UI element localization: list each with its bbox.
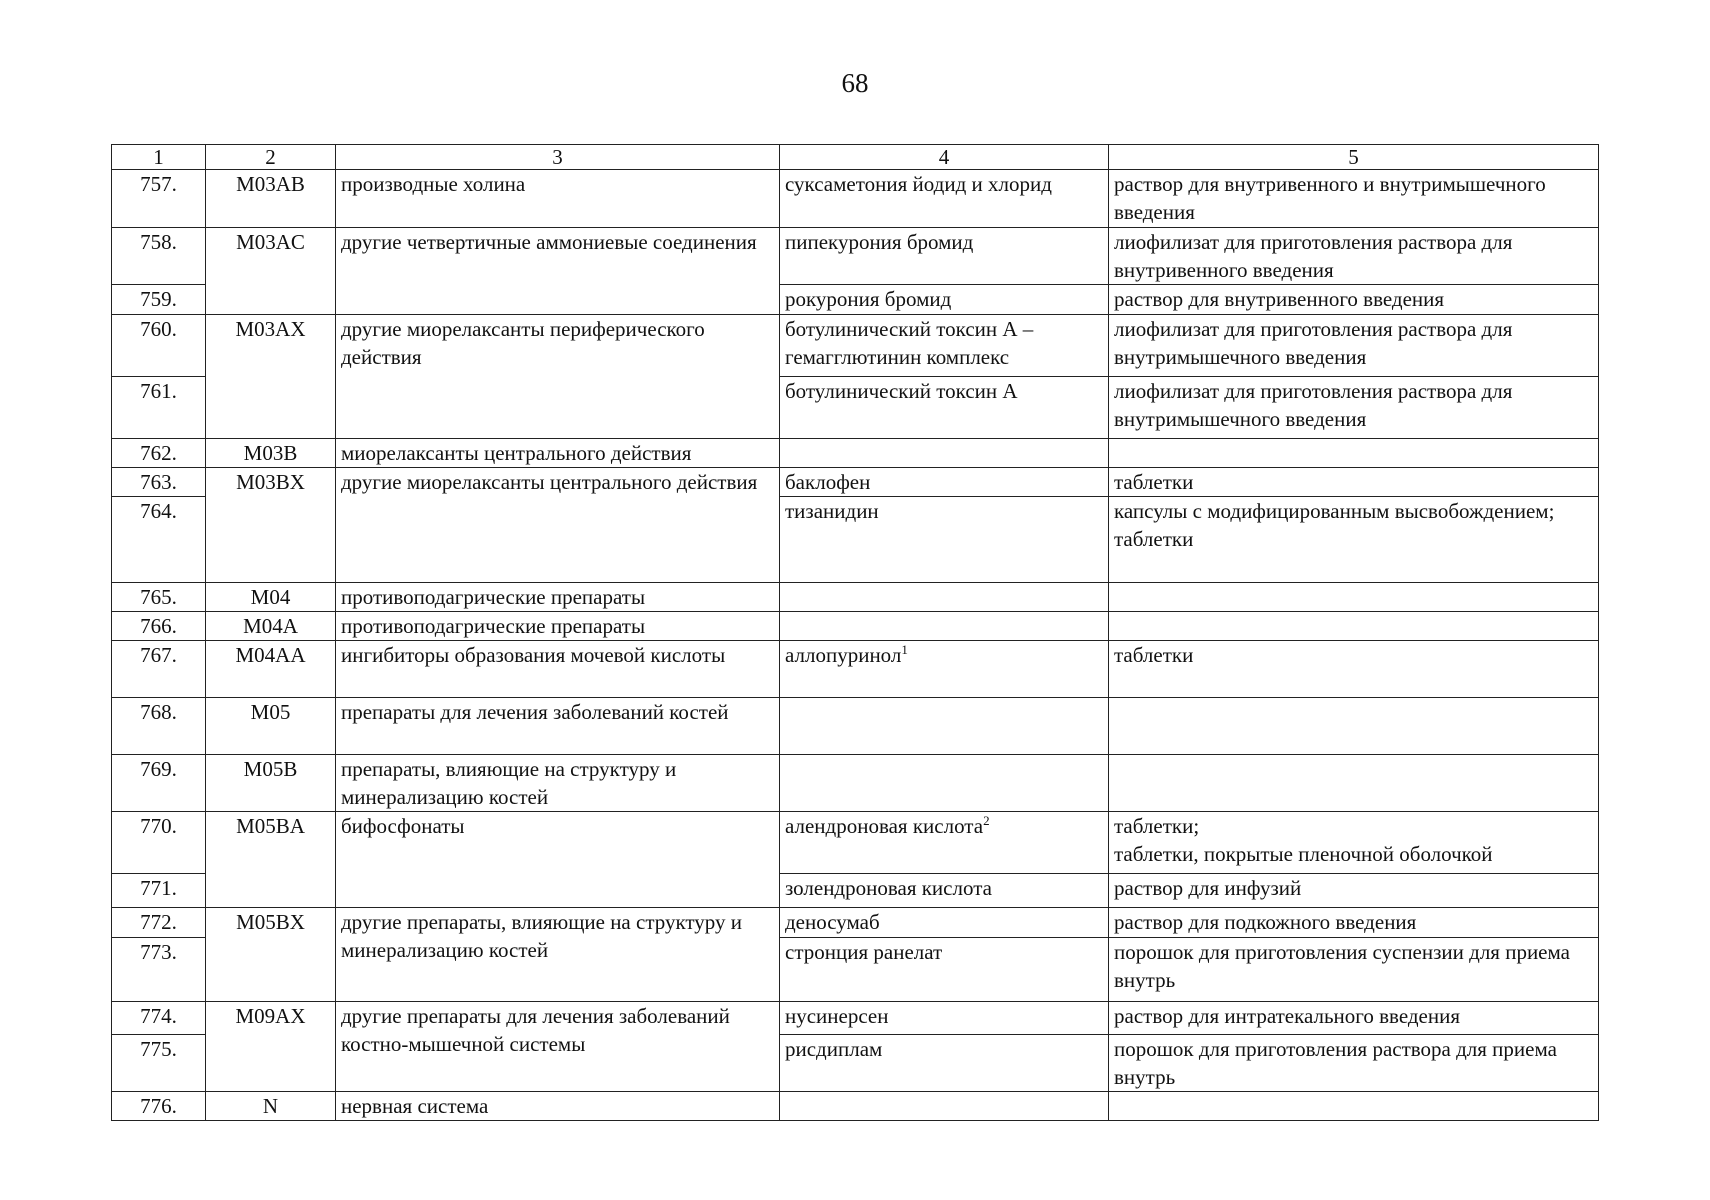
group-name: препараты для лечения заболеваний костей	[336, 698, 780, 755]
column-header: 3	[336, 145, 780, 170]
group-name: другие препараты для лечения заболеваний костно-мышечной системы	[336, 1002, 780, 1092]
column-header: 1	[112, 145, 206, 170]
atc-code: N	[206, 1092, 336, 1121]
atc-code: M03B	[206, 439, 336, 468]
drug-name-text: алендроновая кислота	[785, 814, 984, 838]
drug-name: пипекурония бромид	[780, 228, 1109, 285]
table-row	[112, 170, 1599, 228]
drug-name: суксаметония йодид и хлорид	[780, 170, 1109, 228]
table-row	[112, 439, 1599, 468]
dosage-form	[1109, 755, 1599, 812]
dosage-form-line: таблетки;	[1114, 814, 1200, 838]
drug-name	[780, 698, 1109, 755]
group-name: другие миорелаксанты центрального действия	[336, 468, 780, 583]
row-number: 758.	[112, 228, 206, 285]
dosage-form-line: капсулы с модифицированным высвобождением;	[1114, 499, 1555, 523]
drug-name: рисдиплам	[780, 1035, 1109, 1092]
row-number: 757.	[112, 170, 206, 228]
table-row	[112, 698, 1599, 755]
footnote-marker: 2	[983, 813, 990, 828]
column-header: 4	[780, 145, 1109, 170]
drug-name: рокурония бромид	[780, 285, 1109, 315]
page-number: 68	[841, 68, 869, 98]
table-row	[112, 612, 1599, 641]
atc-code: M05BA	[206, 812, 336, 908]
dosage-form: порошок для приготовления раствора для приема внутрь	[1109, 1035, 1599, 1092]
row-number: 774.	[112, 1002, 206, 1035]
row-number: 769.	[112, 755, 206, 812]
row-number: 765.	[112, 583, 206, 612]
dosage-form: раствор для инфузий	[1109, 874, 1599, 908]
dosage-form	[1109, 439, 1599, 468]
dosage-form	[1109, 1092, 1599, 1121]
drug-name	[780, 612, 1109, 641]
drug-name	[780, 439, 1109, 468]
table-row	[112, 315, 1599, 377]
drug-name-text: аллопуринол	[785, 643, 902, 667]
row-number: 776.	[112, 1092, 206, 1121]
group-name: нервная система	[336, 1092, 780, 1121]
drug-name	[780, 812, 1109, 874]
table-row	[112, 1002, 1599, 1035]
dosage-form: лиофилизат для приготовления раствора для внутривенного введения	[1109, 228, 1599, 285]
dosage-form	[1109, 612, 1599, 641]
footnote-marker: 1	[901, 642, 908, 657]
table-row	[112, 583, 1599, 612]
drug-name: деносумаб	[780, 908, 1109, 938]
drug-name: золендроновая кислота	[780, 874, 1109, 908]
drug-name	[780, 1092, 1109, 1121]
row-number: 771.	[112, 874, 206, 908]
row-number: 775.	[112, 1035, 206, 1092]
group-name: производные холина	[336, 170, 780, 228]
table-header-row	[112, 145, 1599, 170]
atc-code: M09AX	[206, 1002, 336, 1092]
row-number: 763.	[112, 468, 206, 497]
group-name: другие четвертичные аммониевые соединения	[336, 228, 780, 315]
atc-code: M05BX	[206, 908, 336, 1002]
medication-table	[111, 144, 1599, 1121]
group-name: миорелаксанты центрального действия	[336, 439, 780, 468]
row-number: 773.	[112, 938, 206, 1002]
atc-code: M04	[206, 583, 336, 612]
table-row	[112, 812, 1599, 874]
row-number: 770.	[112, 812, 206, 874]
drug-name	[780, 755, 1109, 812]
dosage-form: раствор для внутривенного введения	[1109, 285, 1599, 315]
atc-code: M05	[206, 698, 336, 755]
dosage-form: таблетки	[1109, 468, 1599, 497]
drug-name: тизанидин	[780, 497, 1109, 583]
drug-name	[780, 641, 1109, 698]
dosage-form-line: таблетки	[1114, 527, 1194, 551]
table-row	[112, 468, 1599, 497]
table-row	[112, 228, 1599, 285]
drug-name: баклофен	[780, 468, 1109, 497]
table-row	[112, 1092, 1599, 1121]
dosage-form: раствор для внутривенного и внутримышечного введения	[1109, 170, 1599, 228]
table-row	[112, 755, 1599, 812]
dosage-form	[1109, 583, 1599, 612]
atc-code: M04AA	[206, 641, 336, 698]
column-header: 2	[206, 145, 336, 170]
dosage-form: порошок для приготовления суспензии для приема внутрь	[1109, 938, 1599, 1002]
drug-name	[780, 583, 1109, 612]
row-number: 764.	[112, 497, 206, 583]
group-name: препараты, влияющие на структуру и минерализацию костей	[336, 755, 780, 812]
column-header: 5	[1109, 145, 1599, 170]
row-number: 766.	[112, 612, 206, 641]
row-number: 759.	[112, 285, 206, 315]
group-name: другие миорелаксанты периферического действия	[336, 315, 780, 439]
group-name: ингибиторы образования мочевой кислоты	[336, 641, 780, 698]
atc-code: M03AC	[206, 228, 336, 315]
dosage-form: раствор для интратекального введения	[1109, 1002, 1599, 1035]
group-name: противоподагрические препараты	[336, 612, 780, 641]
group-name: другие препараты, влияющие на структуру и минерализацию костей	[336, 908, 780, 1002]
row-number: 772.	[112, 908, 206, 938]
drug-name: стронция ранелат	[780, 938, 1109, 1002]
dosage-form	[1109, 812, 1599, 874]
atc-code: M03AB	[206, 170, 336, 228]
row-number: 760.	[112, 315, 206, 377]
atc-code: M03BX	[206, 468, 336, 583]
dosage-form: лиофилизат для приготовления раствора для внутримышечного введения	[1109, 377, 1599, 439]
dosage-form: раствор для подкожного введения	[1109, 908, 1599, 938]
group-name: противоподагрические препараты	[336, 583, 780, 612]
atc-code: M04A	[206, 612, 336, 641]
table-row	[112, 641, 1599, 698]
table-row	[112, 908, 1599, 938]
row-number: 761.	[112, 377, 206, 439]
drug-name: ботулинический токсин А – гемагглютинин комплекс	[780, 315, 1109, 377]
atc-code: M03AX	[206, 315, 336, 439]
row-number: 767.	[112, 641, 206, 698]
row-number: 768.	[112, 698, 206, 755]
drug-name: нусинерсен	[780, 1002, 1109, 1035]
atc-code: M05B	[206, 755, 336, 812]
dosage-form: таблетки	[1109, 641, 1599, 698]
dosage-form-line: таблетки, покрытые пленочной оболочкой	[1114, 842, 1493, 866]
row-number: 762.	[112, 439, 206, 468]
dosage-form	[1109, 497, 1599, 583]
dosage-form: лиофилизат для приготовления раствора для внутримышечного введения	[1109, 315, 1599, 377]
drug-name: ботулинический токсин А	[780, 377, 1109, 439]
group-name: бифосфонаты	[336, 812, 780, 908]
dosage-form	[1109, 698, 1599, 755]
